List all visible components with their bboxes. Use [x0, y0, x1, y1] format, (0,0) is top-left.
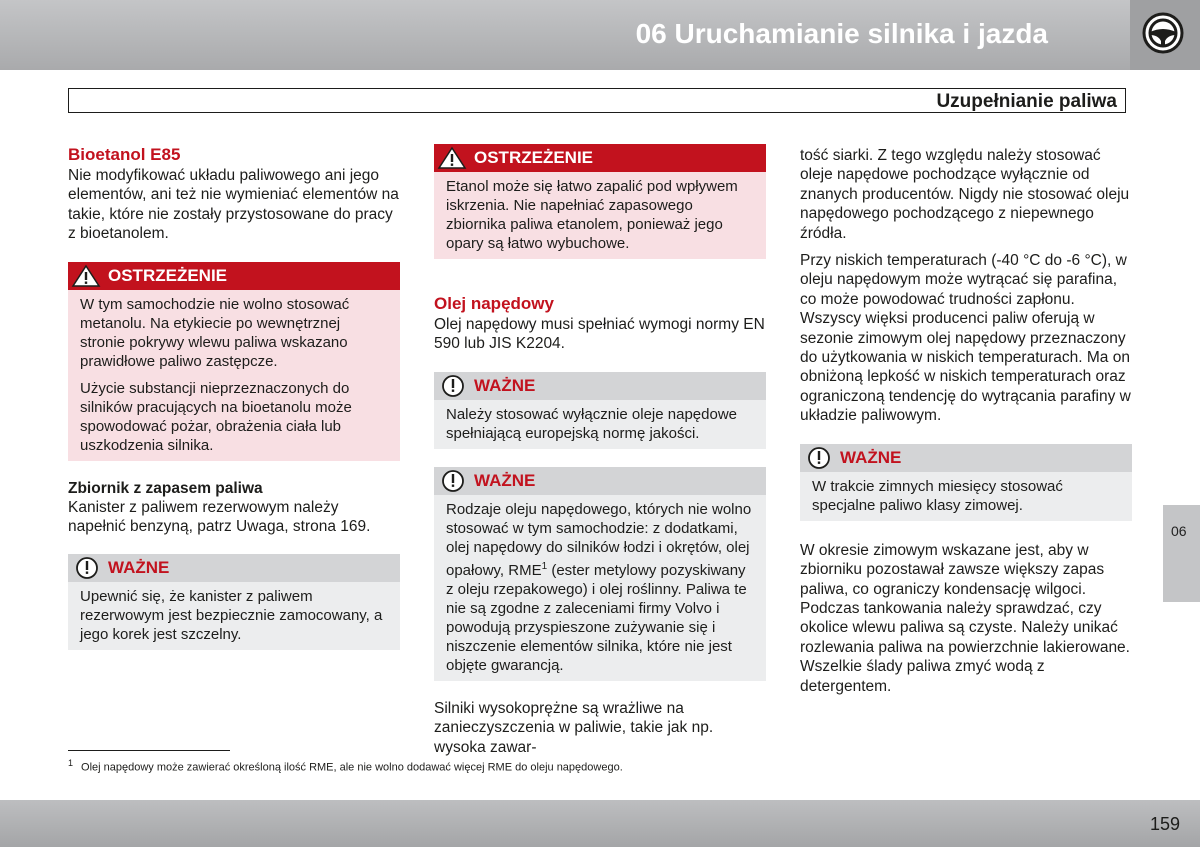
page-number: 159 — [1149, 814, 1180, 834]
important-text: Należy stosować wyłącznie oleje napędowe spełniającą europejską normę jakości. — [446, 405, 737, 442]
warning-body — [68, 290, 400, 461]
bioethanol-intro: Nie modyfikować układu paliwowego ani jego elementów, ani też nie wymieniać elementów na takie, które nie zostały przystosowane do pracy z bioetanolem. — [68, 167, 399, 243]
chapter-side-tab — [1163, 505, 1200, 602]
exclamation-circle-icon — [74, 556, 100, 580]
warning-label: OSTRZEŻENIE — [474, 148, 594, 167]
important-label: WAŻNE — [474, 375, 536, 395]
exclamation-circle-icon — [440, 469, 466, 493]
exclamation-circle-icon — [806, 446, 832, 470]
footnote-marker: 1 — [68, 758, 74, 768]
important-header — [800, 444, 1132, 472]
important-box-winter-fuel — [800, 444, 1132, 521]
footnote-ref: 1 — [541, 560, 548, 572]
important-text-part: Rodzaje oleju napędowego, których nie wolno stosować w tym samochodzie: z dodatkami, olej napędowy do silników łodzi i okrętów, olej opałowy, RME — [446, 500, 752, 579]
diesel-intro: Olej napędowy musi spełniać wymogi normy EN 590 lub JIS K2204. — [434, 316, 765, 353]
important-body — [434, 400, 766, 449]
chapter-side-tab-label: 06 — [1171, 523, 1187, 539]
column-2 — [434, 144, 766, 757]
important-body — [800, 472, 1132, 521]
steering-wheel-icon — [1138, 8, 1188, 58]
warning-triangle-icon — [437, 146, 467, 170]
heading-bioethanol: Bioetanol E85 — [68, 145, 181, 164]
paragraph: Przy niskich temperaturach (-40 °C do -6 °C), w oleju napędowym może wytrącać się parafina, co może powodować trudności zapłonu. Wszyscy więksi producenci paliw oferują w sezonie zimowym olej napędowy przeznaczony do użytkowania w niskich temperaturach. Ma on obniżoną lepkość w niskich temperaturach oraz ograniczoną tendencję do wytrącania parafiny w układzie paliwowym. — [800, 252, 1131, 425]
exclamation-circle-icon — [440, 374, 466, 398]
section-title: Uzupełnianie paliwa — [936, 91, 1117, 112]
warning-text: W tym samochodzie nie wolno stosować metanolu. Na etykiecie po wewnętrznej stronie pokrywy wlewu paliwa wskazano prawidłowe paliwo zastępcze. — [80, 295, 350, 370]
important-text: W trakcie zimnych miesięcy stosować specjalne paliwo klasy zimowej. — [812, 477, 1063, 514]
warning-triangle-icon — [71, 264, 101, 288]
important-box-forbidden-fuels — [434, 467, 766, 681]
important-header — [434, 467, 766, 495]
footer-bar — [0, 800, 1200, 847]
paragraph: tość siarki. Z tego względu należy stosować oleje napędowe pochodzące wyłącznie od znanych producentów. Nigdy nie stosować oleju napędowego pochodzącego z niepewnego źródła. — [800, 147, 1130, 242]
important-label: WAŻNE — [840, 447, 902, 467]
important-label: WAŻNE — [108, 558, 170, 578]
warning-body — [434, 172, 766, 259]
footnote-text: Olej napędowy może zawierać określoną ilość RME, ale nie wolno dodawać więcej RME do oleju napędowego. — [81, 761, 623, 774]
warning-box-methanol — [68, 262, 400, 461]
important-box-canister — [68, 554, 400, 650]
column-1 — [68, 140, 400, 650]
important-body — [68, 582, 400, 650]
warning-text: Etanol może się łatwo zapalić pod wpływem iskrzenia. Nie napełniać zapasowego zbiornika paliwa etanolem, ponieważ jego opary są łatwo wybuchowe. — [446, 178, 738, 252]
important-header — [434, 372, 766, 400]
reserve-tank-text: Kanister z paliwem rezerwowym należy napełnić benzyną, patrz Uwaga, strona 169. — [68, 498, 371, 536]
warning-header — [434, 144, 766, 172]
heading-reserve-tank: Zbiornik z zapasem paliwa — [68, 479, 263, 497]
footnote-rule — [68, 750, 230, 751]
important-body — [434, 495, 766, 681]
important-box-diesel-norm — [434, 372, 766, 449]
important-text: Upewnić się, że kanister z paliwem rezerwowym jest bezpiecznie zamocowany, a jego korek jest szczelny. — [80, 588, 383, 644]
footnote — [68, 758, 623, 774]
important-label: WAŻNE — [474, 470, 536, 490]
chapter-title: 06 Uruchamianie silnika i jazda — [635, 18, 1048, 49]
heading-diesel: Olej napędowy — [434, 294, 554, 313]
column-3 — [800, 146, 1132, 696]
important-text — [446, 500, 754, 675]
important-header — [68, 554, 400, 582]
section-bar — [68, 88, 1126, 113]
warning-header — [68, 262, 400, 290]
warning-box-ethanol — [434, 144, 766, 259]
diesel-outro: Silniki wysokoprężne są wrażliwe na zanieczyszczenia w paliwie, takie jak np. wysoka zawar- — [434, 699, 714, 756]
important-text-part: (ester metylowy pozyskiwany z oleju rzepakowego) i olej roślinny. Paliwa te nie są zgodne z zaleceniami firmy Volvo i powodują przyspieszone zużywanie się i niszczenie elementów silnika, które nie jest objęte gwarancją. — [446, 561, 747, 674]
paragraph: W okresie zimowym wskazane jest, aby w zbiorniku pozostawał zawsze większy zapas paliwa, co ograniczy kondensację wilgoci. Podczas tankowania należy sprawdzać, czy okolice wlewu paliwa są czyste. Należy unikać rozlewania paliwa na powierzchnie lakierowane. Wszelkie ślady paliwa zmyć wodą z detergentem. — [800, 541, 1130, 695]
header-bar — [0, 0, 1130, 70]
warning-text: Użycie substancji nieprzeznaczonych do silników pracujących na bioetanolu może spowodować pożar, obrażenia ciała lub uszkodzenia silnika. — [80, 379, 352, 454]
warning-label: OSTRZEŻENIE — [108, 265, 228, 285]
